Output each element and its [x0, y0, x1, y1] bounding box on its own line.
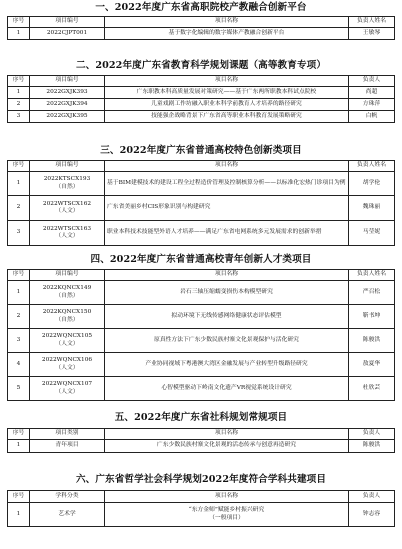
project-leader: 胡学伦: [349, 172, 395, 196]
header-cell: 序号: [8, 491, 30, 503]
table-row: [8, 503, 395, 527]
project-code-cell: [30, 377, 105, 401]
project-name: 拟动环境下无线传感网络健康状态评估模型: [105, 305, 349, 329]
project-name: 广东职教本科高质量发展对策研究——基于广东两所职教本科试点院校: [105, 87, 349, 99]
table-row: [8, 28, 395, 40]
section-title: 三、2022年度广东省普通高校特色创新类项目: [100, 145, 302, 156]
project-discipline: （自然）: [55, 292, 79, 299]
header-cell: 负责人: [349, 76, 395, 87]
header-cell: 序号: [8, 429, 30, 440]
table-header-row: [8, 491, 395, 503]
project-name: 技能强企战略背景下广东省高等职业本科教育发展策略研究: [105, 111, 349, 123]
row-number: 1: [8, 440, 30, 453]
project-leader: 陈骏洪: [349, 440, 395, 453]
table-row: [8, 111, 395, 123]
project-name: 职业本科技术技能型外语人才培养——满足广东省电网系统多元发展需求的创新举措: [105, 221, 349, 246]
project-name: 基于数字化编辑的数字媒体产教融合创新平台: [105, 28, 349, 40]
header-cell: 负责人: [349, 491, 395, 503]
header-cell: 项目类别: [30, 429, 105, 440]
table-row: [8, 87, 395, 99]
table-row: [8, 329, 395, 353]
row-number: 2: [8, 196, 30, 221]
project-category: 青年项目: [30, 440, 105, 453]
row-number: 1: [8, 28, 30, 40]
header-cell: 负责人姓名: [349, 17, 395, 28]
table-row: [8, 305, 395, 329]
project-code: 2022GXJK393: [30, 87, 105, 99]
table-header-row: [8, 270, 395, 281]
project-code: 2022WQNCX105: [41, 333, 93, 340]
header-cell: 负责人姓名: [349, 161, 395, 172]
project-leader: 白帆: [349, 111, 395, 123]
project-code: 2022CJPT001: [30, 28, 105, 40]
discipline-category: 艺术学: [30, 503, 105, 527]
table-row: [8, 440, 395, 453]
header-cell: 项目编号: [30, 17, 105, 28]
project-leader: 尚超: [349, 87, 395, 99]
header-cell: 项目名称: [105, 429, 349, 440]
project-code: 2022KTSCX193: [43, 176, 91, 183]
project-name-cell: [105, 503, 349, 527]
project-discipline: （人文）: [55, 364, 79, 371]
header-cell: 序号: [8, 17, 30, 28]
table-row: [8, 353, 395, 377]
section-title: 二、2022年度广东省教育科学规划课题（高等教育专项）: [75, 60, 327, 71]
section-title: 四、2022年度广东省普通高校青年创新人才类项目: [90, 254, 312, 265]
project-discipline: （自然）: [55, 183, 79, 190]
project-leader: 钟志容: [349, 503, 395, 527]
header-cell: 项目名称: [105, 76, 349, 87]
table-row: [8, 377, 395, 401]
row-number: 4: [8, 353, 30, 377]
row-number: 1: [8, 281, 30, 305]
project-code: 2022WTSCX162: [42, 200, 92, 207]
project-code: 2022KQNCX150: [42, 309, 92, 316]
project-code-cell: [30, 172, 105, 196]
header-cell: 学科分类: [30, 491, 105, 503]
section-title: 一、2022年度广东省高职院校产教融合创新平台: [95, 2, 307, 13]
section-table: [7, 16, 395, 40]
project-code-cell: [30, 305, 105, 329]
table-header-row: [8, 429, 395, 440]
row-number: 2: [8, 99, 30, 111]
section-table: [7, 75, 395, 123]
header-cell: 项目编号: [30, 161, 105, 172]
project-name: 岩石三轴压缩蠕变损伤本构模型研究: [105, 281, 349, 305]
project-name: 原真性方法下广东少数民族村寨文化景观保护与活化研究: [105, 329, 349, 353]
project-leader: 敖夏华: [349, 353, 395, 377]
project-name: “东方金师”赋能乡村振兴研究: [188, 507, 265, 514]
project-discipline: （人文）: [55, 208, 79, 214]
project-type: （一般项目）: [209, 514, 244, 521]
project-code: 2022GXJK394: [30, 99, 105, 111]
table-row: [8, 221, 395, 246]
project-leader: 严召松: [349, 281, 395, 305]
table-row: [8, 99, 395, 111]
project-code-cell: [30, 281, 105, 305]
project-code-cell: [30, 196, 105, 221]
project-leader: 杜欣芸: [349, 377, 395, 401]
section-title: 六、广东省哲学社会科学规划2022年度符合学科共建项目: [75, 474, 327, 485]
row-number: 3: [8, 111, 30, 123]
project-leader: 靳书坤: [349, 305, 395, 329]
project-code-cell: [30, 329, 105, 353]
project-leader: 陈骏洪: [349, 329, 395, 353]
project-code: 2022WQNCX107: [41, 381, 93, 388]
table-header-row: [8, 76, 395, 87]
section-table: [7, 160, 395, 246]
section-table: [7, 490, 395, 527]
project-discipline: （人文）: [55, 233, 79, 239]
header-cell: 序号: [8, 76, 30, 87]
header-cell: 项目名称: [105, 17, 349, 28]
section-title: 五、2022年度广东省社科规划常规项目: [114, 412, 288, 423]
header-cell: 序号: [8, 270, 30, 281]
project-discipline: （人文）: [55, 388, 79, 395]
project-name: 基于BIM建模技术的建设工程全过程造价管理及控制核算分析——以标准化宏热门诊项目为例: [105, 172, 349, 196]
project-discipline: （自然）: [55, 316, 79, 323]
row-number: 1: [8, 503, 30, 527]
header-cell: 项目名称: [105, 270, 349, 281]
row-number: 3: [8, 329, 30, 353]
header-cell: 项目编号: [30, 76, 105, 87]
project-code-cell: [30, 353, 105, 377]
project-leader: 王敏琴: [349, 28, 395, 40]
row-number: 1: [8, 87, 30, 99]
header-cell: 项目编号: [30, 270, 105, 281]
project-name: 儿童戏剧工作坊融入职业本科学前教育人才培养的路径研究: [105, 99, 349, 111]
table-row: [8, 281, 395, 305]
project-name: 广东省美丽乡村CIS形象识别与构建研究: [105, 196, 349, 221]
project-code-cell: [30, 221, 105, 246]
project-name: 广东少数民族村寨文化景观的活态传承与创意再造研究: [105, 440, 349, 453]
table-header-row: [8, 161, 395, 172]
table-header-row: [8, 17, 395, 28]
section-table: [7, 269, 395, 401]
project-code: 2022GXJK395: [30, 111, 105, 123]
project-code: 2022KQNCX149: [42, 285, 92, 292]
header-cell: 项目名称: [105, 161, 349, 172]
project-discipline: （人文）: [55, 340, 79, 347]
table-row: [8, 196, 395, 221]
project-leader: 马莹妮: [349, 221, 395, 246]
row-number: 5: [8, 377, 30, 401]
header-cell: 负责人姓名: [349, 270, 395, 281]
project-code: 2022WTSCX163: [42, 225, 92, 232]
header-cell: 负责人: [349, 429, 395, 440]
row-number: 1: [8, 172, 30, 196]
project-leader: 魏珠丽: [349, 196, 395, 221]
row-number: 3: [8, 221, 30, 246]
project-leader: 方珠萍: [349, 99, 395, 111]
header-cell: 序号: [8, 161, 30, 172]
table-row: [8, 172, 395, 196]
header-cell: 项目名称: [105, 491, 349, 503]
project-name: 心智模型驱动下岭南文化遗产VR视觉系统设计研究: [105, 377, 349, 401]
project-code: 2022WQNCX106: [41, 357, 93, 364]
project-name: 产业协同视域下粤港澳大湾区金融发展与产业转型升级路径研究: [105, 353, 349, 377]
section-table: [7, 428, 395, 453]
row-number: 2: [8, 305, 30, 329]
